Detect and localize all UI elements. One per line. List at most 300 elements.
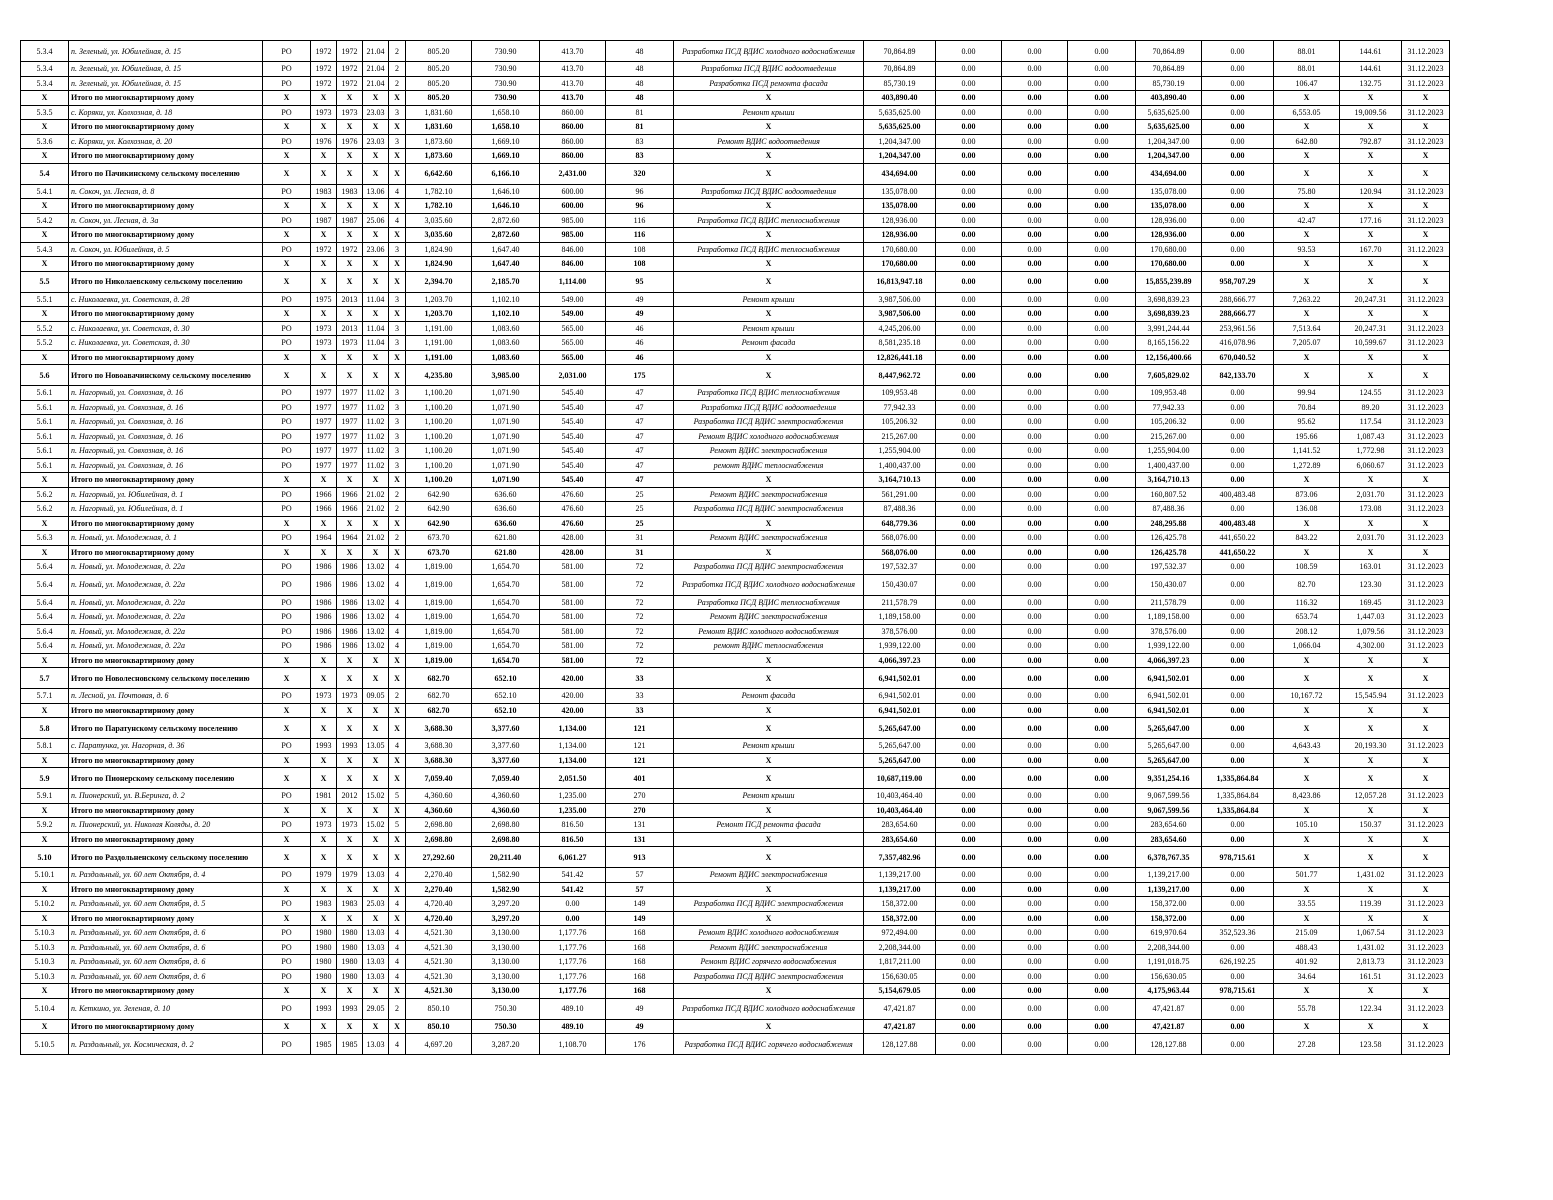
cell-year-overhaul: 1977 xyxy=(337,458,363,473)
cell-year-overhaul: X xyxy=(337,753,363,768)
cell-cost-municipal: 0.00 xyxy=(1068,969,1136,984)
cell-year-built: 1993 xyxy=(311,998,337,1019)
cell-ownership: РО xyxy=(263,458,311,473)
cell-residents: 49 xyxy=(606,1019,674,1034)
building-total-row xyxy=(21,803,1450,818)
cell-deadline: 31.12.2023 xyxy=(1402,689,1450,704)
cell-deadline: X xyxy=(1402,473,1450,488)
cell-cost-other: 288,666.77 xyxy=(1202,292,1274,307)
cell-num: 5.10.2 xyxy=(21,897,69,912)
cell-cost-total: 5,635,625.00 xyxy=(864,120,936,135)
cell-ownership: РО xyxy=(263,531,311,546)
cell-deadline: X xyxy=(1402,911,1450,926)
cell-roof-area: 600.00 xyxy=(540,184,606,199)
cell-unit-cost: X xyxy=(1274,120,1340,135)
cell-ownership: РО xyxy=(263,502,311,517)
cell-climate-zone: X xyxy=(363,668,389,689)
cell-deadline: 31.12.2023 xyxy=(1402,184,1450,199)
cell-cost-regional: 0.00 xyxy=(1002,163,1068,184)
cell-cost-other: 0.00 xyxy=(1202,199,1274,214)
cell-residential-area: 621.80 xyxy=(472,545,540,560)
table-row xyxy=(21,531,1450,546)
cell-cost-regional: 0.00 xyxy=(1002,336,1068,351)
cell-ownership: X xyxy=(263,847,311,868)
cell-num: X xyxy=(21,199,69,214)
cell-cost-municipal: 0.00 xyxy=(1068,668,1136,689)
cell-cost-other: 0.00 xyxy=(1202,940,1274,955)
cell-ownership: РО xyxy=(263,487,311,502)
cell-cost-municipal: 0.00 xyxy=(1068,560,1136,575)
cell-cost-total: 378,576.00 xyxy=(864,624,936,639)
table-row xyxy=(21,458,1450,473)
cell-work-type: X xyxy=(674,91,864,106)
cell-ownership: РО xyxy=(263,940,311,955)
cell-residents: 95 xyxy=(606,271,674,292)
cell-unit-cost: X xyxy=(1274,516,1340,531)
cell-num: 5.8.1 xyxy=(21,739,69,754)
cell-floors: X xyxy=(389,718,406,739)
cell-floors: 4 xyxy=(389,574,406,595)
cell-cost-total: 109,953.48 xyxy=(864,386,936,401)
cell-year-overhaul: 1986 xyxy=(337,610,363,625)
cell-cost-municipal: 0.00 xyxy=(1068,365,1136,386)
cell-roof-area: 545.40 xyxy=(540,386,606,401)
cell-max-unit-cost: X xyxy=(1340,516,1402,531)
cell-deadline: X xyxy=(1402,832,1450,847)
cell-max-unit-cost: 1,079.56 xyxy=(1340,624,1402,639)
cell-cost-other: 400,483.48 xyxy=(1202,516,1274,531)
cell-cost-regional: 0.00 xyxy=(1002,228,1068,243)
cell-residents: 48 xyxy=(606,41,674,62)
settlement-total-row xyxy=(21,365,1450,386)
cell-residents: 168 xyxy=(606,926,674,941)
cell-total-area: 1,831.60 xyxy=(406,120,472,135)
cell-cost-regional: 0.00 xyxy=(1002,818,1068,833)
cell-residents: 46 xyxy=(606,350,674,365)
cell-roof-area: 600.00 xyxy=(540,199,606,214)
cell-climate-zone: 21.04 xyxy=(363,41,389,62)
cell-year-built: 1986 xyxy=(311,610,337,625)
cell-num: 5.4.1 xyxy=(21,184,69,199)
cell-roof-area: 565.00 xyxy=(540,321,606,336)
cell-unit-cost: 106.47 xyxy=(1274,76,1340,91)
cell-cost-other: 1,335,864.84 xyxy=(1202,803,1274,818)
cell-floors: 4 xyxy=(389,560,406,575)
cell-cost-municipal: 0.00 xyxy=(1068,415,1136,430)
cell-unit-cost: 6,553.05 xyxy=(1274,105,1340,120)
cell-ownership: РО xyxy=(263,429,311,444)
cell-cost-owners: 211,578.79 xyxy=(1136,595,1202,610)
cell-max-unit-cost: 20,193.30 xyxy=(1340,739,1402,754)
cell-year-overhaul: X xyxy=(337,984,363,999)
cell-roof-area: 545.40 xyxy=(540,473,606,488)
cell-roof-area: 545.40 xyxy=(540,415,606,430)
cell-roof-area: 0.00 xyxy=(540,911,606,926)
cell-max-unit-cost: X xyxy=(1340,163,1402,184)
cell-cost-owners: 403,890.40 xyxy=(1136,91,1202,106)
cell-cost-owners: 6,941,502.01 xyxy=(1136,703,1202,718)
cell-unit-cost: X xyxy=(1274,768,1340,789)
cell-max-unit-cost: 173.08 xyxy=(1340,502,1402,517)
cell-residential-area: 1,582.90 xyxy=(472,882,540,897)
cell-work-type: Ремонт ВДИС электроснабжения xyxy=(674,444,864,459)
cell-climate-zone: 25.03 xyxy=(363,897,389,912)
cell-residents: 46 xyxy=(606,336,674,351)
cell-address: п. Новый, ул. Молодежная, д. 22а xyxy=(69,610,263,625)
cell-floors: 4 xyxy=(389,610,406,625)
cell-climate-zone: X xyxy=(363,149,389,164)
cell-address: Итого по многоквартирному дому xyxy=(69,91,263,106)
cell-address: п. Раздольный, ул. 60 лет Октября, д. 6 xyxy=(69,940,263,955)
cell-total-area: 1,191.00 xyxy=(406,336,472,351)
cell-max-unit-cost: X xyxy=(1340,228,1402,243)
cell-cost-total: 5,265,647.00 xyxy=(864,739,936,754)
cell-residents: 168 xyxy=(606,940,674,955)
cell-cost-other: 0.00 xyxy=(1202,400,1274,415)
cell-ownership: X xyxy=(263,91,311,106)
cell-roof-area: 1,134.00 xyxy=(540,718,606,739)
cell-residential-area: 1,646.10 xyxy=(472,199,540,214)
cell-unit-cost: 195.66 xyxy=(1274,429,1340,444)
cell-cost-other: 626,192.25 xyxy=(1202,955,1274,970)
settlement-total-row xyxy=(21,668,1450,689)
cell-work-type: X xyxy=(674,307,864,322)
cell-num: X xyxy=(21,653,69,668)
cell-total-area: 1,824.90 xyxy=(406,257,472,272)
cell-work-type: X xyxy=(674,545,864,560)
cell-cost-municipal: 0.00 xyxy=(1068,120,1136,135)
cell-cost-total: 4,245,206.00 xyxy=(864,321,936,336)
cell-floors: 4 xyxy=(389,940,406,955)
cell-residents: 116 xyxy=(606,228,674,243)
cell-cost-owners: 5,265,647.00 xyxy=(1136,739,1202,754)
cell-max-unit-cost: 89.20 xyxy=(1340,400,1402,415)
cell-year-built: 1972 xyxy=(311,41,337,62)
table-row xyxy=(21,502,1450,517)
cell-deadline: 31.12.2023 xyxy=(1402,610,1450,625)
cell-floors: X xyxy=(389,832,406,847)
cell-ownership: X xyxy=(263,350,311,365)
cell-residential-area: 3,130.00 xyxy=(472,969,540,984)
cell-ownership: X xyxy=(263,718,311,739)
cell-cost-municipal: 0.00 xyxy=(1068,336,1136,351)
cell-work-type: Ремонт фасада xyxy=(674,336,864,351)
cell-floors: 2 xyxy=(389,62,406,77)
cell-climate-zone: X xyxy=(363,365,389,386)
cell-address: Итого по многоквартирному дому xyxy=(69,882,263,897)
cell-deadline: X xyxy=(1402,307,1450,322)
table-row xyxy=(21,610,1450,625)
cell-cost-regional: 0.00 xyxy=(1002,516,1068,531)
cell-cost-municipal: 0.00 xyxy=(1068,307,1136,322)
cell-deadline: X xyxy=(1402,149,1450,164)
cell-total-area: 4,521.30 xyxy=(406,955,472,970)
cell-ownership: РО xyxy=(263,969,311,984)
cell-cost-owners: 109,953.48 xyxy=(1136,386,1202,401)
cell-cost-federal: 0.00 xyxy=(936,753,1002,768)
cell-residents: 320 xyxy=(606,163,674,184)
building-total-row xyxy=(21,149,1450,164)
cell-address: с. Николаевка, ул. Советская, д. 30 xyxy=(69,321,263,336)
cell-total-area: 1,191.00 xyxy=(406,321,472,336)
cell-cost-federal: 0.00 xyxy=(936,228,1002,243)
cell-year-built: X xyxy=(311,91,337,106)
cell-year-overhaul: 1977 xyxy=(337,415,363,430)
cell-residents: 401 xyxy=(606,768,674,789)
cell-floors: 4 xyxy=(389,595,406,610)
cell-max-unit-cost: X xyxy=(1340,668,1402,689)
cell-climate-zone: 21.04 xyxy=(363,62,389,77)
cell-residents: 49 xyxy=(606,292,674,307)
cell-cost-regional: 0.00 xyxy=(1002,718,1068,739)
cell-num: 5.5.1 xyxy=(21,292,69,307)
table-row xyxy=(21,926,1450,941)
cell-climate-zone: 11.02 xyxy=(363,400,389,415)
cell-climate-zone: 13.02 xyxy=(363,624,389,639)
cell-deadline: 31.12.2023 xyxy=(1402,487,1450,502)
cell-year-overhaul: 1977 xyxy=(337,444,363,459)
cell-residential-area: 2,872.60 xyxy=(472,228,540,243)
cell-work-type: Ремонт крыши xyxy=(674,292,864,307)
cell-cost-other: 0.00 xyxy=(1202,228,1274,243)
cell-cost-total: 568,076.00 xyxy=(864,545,936,560)
cell-cost-other: 0.00 xyxy=(1202,718,1274,739)
cell-deadline: 31.12.2023 xyxy=(1402,242,1450,257)
cell-total-area: 2,698.80 xyxy=(406,832,472,847)
cell-ownership: X xyxy=(263,307,311,322)
cell-max-unit-cost: 1,447.03 xyxy=(1340,610,1402,625)
cell-cost-federal: 0.00 xyxy=(936,1034,1002,1055)
cell-climate-zone: 13.06 xyxy=(363,184,389,199)
cell-cost-owners: 47,421.87 xyxy=(1136,998,1202,1019)
cell-roof-area: 413.70 xyxy=(540,62,606,77)
cell-cost-owners: 128,936.00 xyxy=(1136,213,1202,228)
cell-cost-federal: 0.00 xyxy=(936,365,1002,386)
cell-cost-federal: 0.00 xyxy=(936,458,1002,473)
cell-ownership: X xyxy=(263,365,311,386)
cell-total-area: 1,100.20 xyxy=(406,415,472,430)
cell-max-unit-cost: 150.37 xyxy=(1340,818,1402,833)
cell-num: 5.3.4 xyxy=(21,62,69,77)
cell-cost-owners: 283,654.60 xyxy=(1136,832,1202,847)
cell-climate-zone: 13.03 xyxy=(363,1034,389,1055)
table-row xyxy=(21,134,1450,149)
cell-num: X xyxy=(21,984,69,999)
cell-unit-cost: 843.22 xyxy=(1274,531,1340,546)
cell-address: п. Нагорный, ул. Совхозная, д. 16 xyxy=(69,386,263,401)
cell-cost-other: 441,650.22 xyxy=(1202,531,1274,546)
cell-address: Итого по Новоавачинскому сельскому поселению xyxy=(69,365,263,386)
cell-cost-regional: 0.00 xyxy=(1002,429,1068,444)
cell-num: X xyxy=(21,307,69,322)
cell-floors: 3 xyxy=(389,242,406,257)
cell-work-type: Ремонт ВДИС холодного водоснабжения xyxy=(674,926,864,941)
cell-max-unit-cost: 2,813.73 xyxy=(1340,955,1402,970)
cell-cost-regional: 0.00 xyxy=(1002,365,1068,386)
cell-cost-municipal: 0.00 xyxy=(1068,703,1136,718)
cell-floors: X xyxy=(389,163,406,184)
cell-floors: 2 xyxy=(389,41,406,62)
cell-floors: 3 xyxy=(389,444,406,459)
cell-cost-federal: 0.00 xyxy=(936,847,1002,868)
cell-cost-regional: 0.00 xyxy=(1002,703,1068,718)
cell-year-built: 1985 xyxy=(311,1034,337,1055)
cell-residents: 149 xyxy=(606,897,674,912)
cell-max-unit-cost: X xyxy=(1340,271,1402,292)
cell-cost-municipal: 0.00 xyxy=(1068,868,1136,883)
cell-cost-total: 135,078.00 xyxy=(864,199,936,214)
cell-climate-zone: X xyxy=(363,753,389,768)
cell-residents: 47 xyxy=(606,458,674,473)
cell-year-overhaul: X xyxy=(337,668,363,689)
cell-address: Итого по Паратунскому сельскому поселению xyxy=(69,718,263,739)
cell-cost-other: 842,133.70 xyxy=(1202,365,1274,386)
cell-unit-cost: X xyxy=(1274,257,1340,272)
cell-residential-area: 1,071.90 xyxy=(472,400,540,415)
cell-num: 5.6.4 xyxy=(21,574,69,595)
cell-work-type: Ремонт ВДИС горячего водоснабжения xyxy=(674,955,864,970)
cell-cost-regional: 0.00 xyxy=(1002,321,1068,336)
cell-address: Итого по многоквартирному дому xyxy=(69,703,263,718)
cell-cost-federal: 0.00 xyxy=(936,803,1002,818)
cell-unit-cost: 33.55 xyxy=(1274,897,1340,912)
cell-ownership: X xyxy=(263,911,311,926)
cell-max-unit-cost: X xyxy=(1340,120,1402,135)
cell-residents: 72 xyxy=(606,560,674,575)
cell-max-unit-cost: X xyxy=(1340,847,1402,868)
cell-num: 5.10.5 xyxy=(21,1034,69,1055)
cell-year-overhaul: X xyxy=(337,228,363,243)
cell-work-type: Разработка ПСД ВДИС водоотведения xyxy=(674,400,864,415)
cell-cost-regional: 0.00 xyxy=(1002,91,1068,106)
cell-address: Итого по многоквартирному дому xyxy=(69,753,263,768)
building-total-row xyxy=(21,350,1450,365)
cell-cost-municipal: 0.00 xyxy=(1068,753,1136,768)
cell-year-overhaul: X xyxy=(337,149,363,164)
cell-floors: 4 xyxy=(389,897,406,912)
cell-cost-total: 8,581,235.18 xyxy=(864,336,936,351)
cell-roof-area: 545.40 xyxy=(540,429,606,444)
cell-roof-area: 860.00 xyxy=(540,105,606,120)
cell-year-overhaul: X xyxy=(337,307,363,322)
cell-work-type: X xyxy=(674,768,864,789)
cell-num: X xyxy=(21,257,69,272)
cell-num: 5.6.4 xyxy=(21,639,69,654)
cell-deadline: 31.12.2023 xyxy=(1402,213,1450,228)
cell-floors: 2 xyxy=(389,76,406,91)
cell-cost-total: 1,939,122.00 xyxy=(864,639,936,654)
cell-roof-area: 860.00 xyxy=(540,134,606,149)
cell-cost-regional: 0.00 xyxy=(1002,415,1068,430)
cell-total-area: 2,270.40 xyxy=(406,868,472,883)
cell-total-area: 4,521.30 xyxy=(406,984,472,999)
cell-address: Итого по многоквартирному дому xyxy=(69,228,263,243)
cell-year-built: 1980 xyxy=(311,940,337,955)
table-row xyxy=(21,242,1450,257)
cell-address: Итого по многоквартирному дому xyxy=(69,199,263,214)
cell-climate-zone: 23.03 xyxy=(363,105,389,120)
cell-roof-area: 413.70 xyxy=(540,91,606,106)
table-row xyxy=(21,336,1450,351)
cell-unit-cost: 42.47 xyxy=(1274,213,1340,228)
cell-year-overhaul: 1973 xyxy=(337,689,363,704)
cell-cost-regional: 0.00 xyxy=(1002,610,1068,625)
cell-cost-federal: 0.00 xyxy=(936,955,1002,970)
cell-cost-owners: 70,864.89 xyxy=(1136,41,1202,62)
cell-year-overhaul: 1985 xyxy=(337,1034,363,1055)
cell-work-type: Ремонт ВДИС электроснабжения xyxy=(674,610,864,625)
cell-year-overhaul: 1973 xyxy=(337,336,363,351)
cell-cost-federal: 0.00 xyxy=(936,321,1002,336)
cell-max-unit-cost: X xyxy=(1340,149,1402,164)
cell-address: п. Зеленый, ул. Юбилейная, д. 15 xyxy=(69,41,263,62)
cell-roof-area: 816.50 xyxy=(540,818,606,833)
settlement-total-row xyxy=(21,163,1450,184)
cell-floors: 3 xyxy=(389,429,406,444)
cell-ownership: X xyxy=(263,473,311,488)
cell-year-built: 1966 xyxy=(311,502,337,517)
cell-floors: 2 xyxy=(389,487,406,502)
cell-total-area: 4,360.60 xyxy=(406,789,472,804)
cell-total-area: 850.10 xyxy=(406,998,472,1019)
cell-floors: X xyxy=(389,984,406,999)
cell-deadline: 31.12.2023 xyxy=(1402,62,1450,77)
cell-ownership: X xyxy=(263,984,311,999)
cell-work-type: Разработка ПСД ВДИС электроснабжения xyxy=(674,897,864,912)
cell-num: 5.8 xyxy=(21,718,69,739)
cell-total-area: 3,688.30 xyxy=(406,753,472,768)
cell-total-area: 4,720.40 xyxy=(406,911,472,926)
cell-cost-municipal: 0.00 xyxy=(1068,610,1136,625)
cell-year-built: X xyxy=(311,753,337,768)
cell-year-overhaul: X xyxy=(337,768,363,789)
cell-deadline: 31.12.2023 xyxy=(1402,789,1450,804)
cell-residents: 72 xyxy=(606,595,674,610)
cell-ownership: X xyxy=(263,545,311,560)
cell-address: п. Новый, ул. Молодежная, д. 22а xyxy=(69,574,263,595)
settlement-total-row xyxy=(21,271,1450,292)
cell-climate-zone: 21.02 xyxy=(363,531,389,546)
cell-unit-cost: X xyxy=(1274,703,1340,718)
cell-work-type: Ремонт ВДИС электроснабжения xyxy=(674,940,864,955)
cell-climate-zone: 13.03 xyxy=(363,955,389,970)
cell-cost-municipal: 0.00 xyxy=(1068,531,1136,546)
cell-work-type: X xyxy=(674,803,864,818)
cell-cost-federal: 0.00 xyxy=(936,444,1002,459)
cell-unit-cost: 208.12 xyxy=(1274,624,1340,639)
cell-cost-municipal: 0.00 xyxy=(1068,818,1136,833)
cell-address: п. Раздольный, ул. 60 лет Октября, д. 6 xyxy=(69,926,263,941)
cell-cost-owners: 2,208,344.00 xyxy=(1136,940,1202,955)
cell-num: 5.10.3 xyxy=(21,969,69,984)
cell-ownership: РО xyxy=(263,386,311,401)
cell-cost-municipal: 0.00 xyxy=(1068,1034,1136,1055)
cell-residents: 47 xyxy=(606,400,674,415)
cell-cost-owners: 197,532.37 xyxy=(1136,560,1202,575)
cell-ownership: РО xyxy=(263,184,311,199)
cell-roof-area: 565.00 xyxy=(540,336,606,351)
cell-cost-total: 158,372.00 xyxy=(864,911,936,926)
cell-floors: 5 xyxy=(389,789,406,804)
cell-unit-cost: 34.64 xyxy=(1274,969,1340,984)
cell-climate-zone: 11.04 xyxy=(363,292,389,307)
cell-cost-municipal: 0.00 xyxy=(1068,998,1136,1019)
cell-max-unit-cost: 169.45 xyxy=(1340,595,1402,610)
cell-residents: 33 xyxy=(606,703,674,718)
cell-max-unit-cost: 1,087.43 xyxy=(1340,429,1402,444)
cell-work-type: Разработка ПСД ВДИС холодного водоснабжения xyxy=(674,41,864,62)
cell-floors: 2 xyxy=(389,689,406,704)
